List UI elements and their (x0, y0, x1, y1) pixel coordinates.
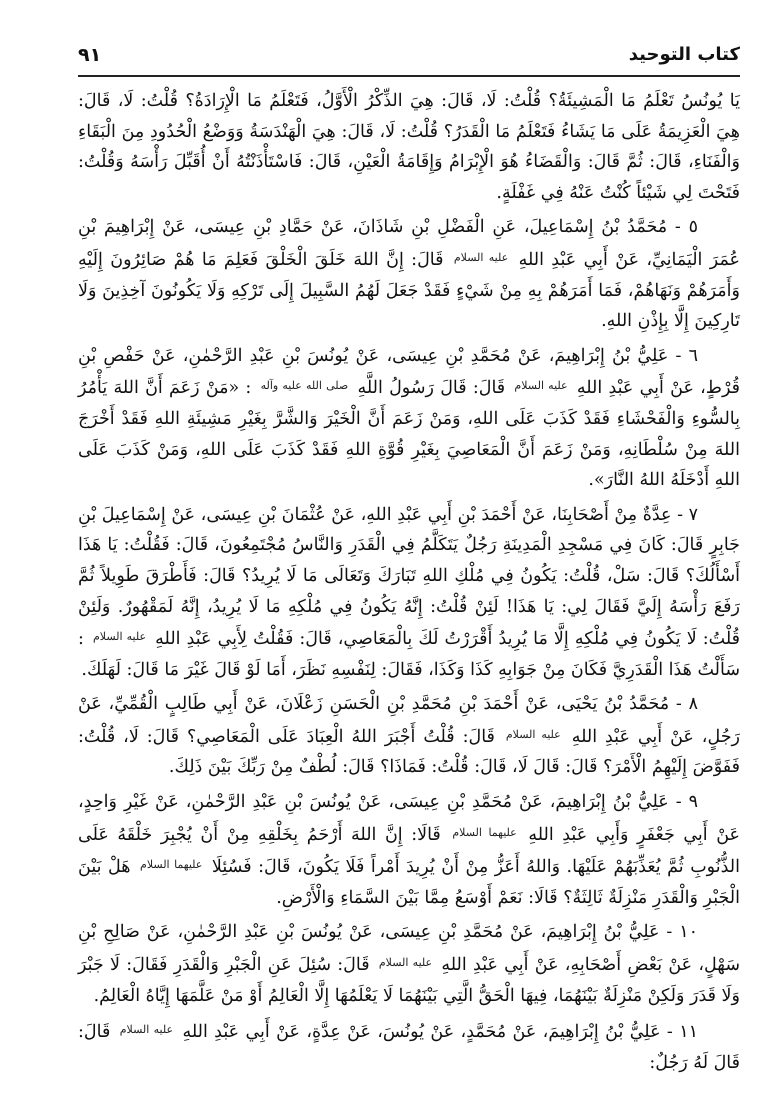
salutation-glyph: عليه السلام (93, 630, 147, 644)
salutation-glyph: عليه السلام (378, 956, 433, 970)
hadith-8 (78, 689, 740, 783)
paragraph-text: ١٠ - عَلِيُّ بْنُ إِبْرَاهِيمَ، عَنْ مُحَمَّدِ بْنِ عِيسَى، عَنْ يُونُسَ بْنِ عَبْدِ الرَّحْمٰنِ، عَنْ صَالِحِ بْنِ سَهْلٍ، عَنْ بَعْضِ أَصْحَابِهِ، عَنْ أَبِي عَبْدِ اللهِ (78, 922, 740, 976)
paragraph-text: قَالَ: قَالَ رَسُولُ اللَّهِ (357, 378, 506, 399)
hadith-6 (78, 341, 740, 496)
hadith-7 (78, 500, 740, 686)
page-number: ٩١ (78, 44, 102, 66)
salutation-glyph: صلى الله عليه وآله (260, 379, 349, 393)
header-rule (78, 75, 740, 77)
paragraph-continuation (78, 86, 740, 208)
hadith-5 (78, 212, 740, 336)
salutation-glyph: عليه السلام (514, 379, 568, 393)
hadith-10 (78, 917, 740, 1011)
hadith-9 (78, 787, 740, 913)
paragraph-text: قَالَ: قَالَ لَهُ رَجُلٌ: (78, 1022, 740, 1073)
paragraph-text: ٥ - مُحَمَّدُ بْنُ إِسْمَاعِيلَ، عَنِ الْفَضْلِ بْنِ شَاذَانَ، عَنْ حَمَّادِ بْنِ عِيسَى، عَنْ إِبْرَاهِيمَ بْنِ عُمَرَ الْيَمَانِيِّ، عَنْ أَبِي عَبْدِ اللهِ (78, 217, 740, 270)
paragraph-text: يَا يُونُسُ تَعْلَمُ مَا الْمَشِيئَةُ؟ قُلْتُ: لَا، قَالَ: هِيَ الذِّكْرُ الْأَوَّلُ، فَتَعْلَمُ مَا الْإِرَادَةُ؟ قُلْتُ: لَا، قَالَ: هِيَ الْعَزِيمَةُ عَلَى مَا يَشَاءُ فَتَعْلَمُ مَا الْقَدَرُ؟ قُلْتُ: لَا، قَالَ: هِيَ الْهَنْدَسَةُ وَوَضْعُ الْحُدُودِ مِنَ الْبَقَاءِ وَالْفَنَاءِ، قَالَ: ثُمَّ قَالَ: وَالْقَضَاءُ هُوَ الْإِبْرَامُ وَإِقَامَةُ الْعَيْنِ، قَالَ: فَاسْتَأْذَنْتُهُ أَنْ أُقَبِّلَ رَأْسَهُ وَقُلْتُ: فَتَحْتَ لِي شَيْئاً كُنْتُ عَنْهُ فِي غَفْلَةٍ. (78, 91, 740, 203)
paragraph-text: قَالَ: قُلْتُ أَجْبَرَ اللهُ الْعِبَادَ عَلَى الْمَعَاصِي؟ قَالَ: لَا، قُلْتُ: فَفَوَّضَ إِلَيْهِمُ الْأَمْرَ؟ قَالَ: قَالَ لَا، قَالَ: قُلْتُ: فَمَاذَا؟ قَالَ: لُطْفٌ مِنْ رَبِّكَ بَيْنَ ذَلِكَ. (78, 726, 740, 778)
salutation-glyph: عليهما السلام (140, 858, 203, 872)
paragraph-text: ٩ - عَلِيُّ بْنُ إِبْرَاهِيمَ، عَنْ مُحَمَّدِ بْنِ عِيسَى، عَنْ يُونُسَ بْنِ عَبْدِ الرَّحْمٰنِ، عَنْ غَيْرِ وَاحِدٍ، عَنْ أَبِي جَعْفَرٍ وَأَبِي عَبْدِ اللهِ (78, 792, 740, 845)
running-head (78, 40, 740, 72)
book-title: كتاب التوحيد (628, 44, 740, 65)
salutation-glyph: عليه السلام (453, 250, 509, 264)
paragraph-text: قَالَ: إِنَّ اللهَ خَلَقَ الْخَلْقَ فَعَلِمَ مَا هُمْ صَائِرُونَ إِلَيْهِ وَأَمَرَهُمْ وَنَهَاهُمْ، فَمَا أَمَرَهُمْ بِهِ مِنْ شَيْءٍ فَقَدْ جَعَلَ لَهُمُ السَّبِيلَ إِلَى تَرْكِهِ وَلَا يَكُونُونَ آخِذِينَ وَلَا تَارِكِينَ إِلَّا بِإِذْنِ اللهِ. (78, 249, 740, 332)
salutation-glyph: عليه السلام (119, 1023, 174, 1037)
paragraph-text: هَلْ بَيْنَ الْجَبْرِ وَالْقَدَرِ مَنْزِلَةٌ ثَالِثَةٌ؟ قَالَا: نَعَمْ أَوْسَعُ مِمَّا بَيْنَ السَّمَاءِ وَالْأَرْضِ. (78, 857, 740, 908)
paragraph-text: ٦ - عَلِيُّ بْنُ إِبْرَاهِيمَ، عَنْ مُحَمَّدِ بْنِ عِيسَى، عَنْ يُونُسَ بْنِ عَبْدِ الرَّحْمٰنِ، عَنْ حَفْصِ بْنِ قُرْطٍ، عَنْ أَبِي عَبْدِ اللهِ (78, 345, 740, 399)
salutation-glyph: عليهما السلام (452, 825, 517, 839)
body-text (78, 86, 740, 1082)
paragraph-text: ٧ - عِدَّةٌ مِنْ أَصْحَابِنَا، عَنْ أَحْمَدَ بْنِ أَبِي عَبْدِ اللهِ، عَنْ عُثْمَانَ بْنِ عِيسَى، عَنْ إِسْمَاعِيلَ بْنِ جَابِرٍ قَالَ: كَانَ فِي مَسْجِدِ الْمَدِينَةِ رَجُلٌ يَتَكَلَّمُ فِي الْقَدَرِ وَالنَّاسُ مُجْتَمِعُونَ، قَالَ: فَقُلْتُ: يَا هَذَا أَسْأَلُكَ؟ قَالَ: سَلْ، قُلْتُ: يَكُونُ فِي مُلْكِ اللهِ تَبَارَكَ وَتَعَالَى مَا لَا يُرِيدُ؟ قَالَ: فَأَطْرَقَ طَوِيلاً ثُمَّ رَفَعَ رَأْسَهُ إِلَيَّ فَقَالَ لِي: يَا هَذَا! لَئِنْ قُلْتُ: إِنَّهُ يَكُونُ فِي مُلْكِهِ مَا لَا يُرِيدُ، إِنَّهُ لَمَقْهُورٌ. وَلَئِنْ قُلْتُ: لَا يَكُونُ فِي مُلْكِهِ إِلَّا مَا يُرِيدُ أَقْرَرْتُ لَكَ بِالْمَعَاصِي، قَالَ: فَقُلْتُ لِأَبِي عَبْدِ اللهِ (78, 504, 740, 650)
hadith-11 (78, 1015, 740, 1078)
paragraph-text: قَالَا: إِنَّ اللهَ أَرْحَمُ بِخَلْقِهِ مِنْ أَنْ يُجْبِرَ خَلْقَهُ عَلَى الذُّنُوبِ ثُمَّ يُعَذِّبَهُمْ عَلَيْهَا. وَاللهُ أَعَزُّ مِنْ أَنْ يُرِيدَ أَمْراً فَلَا يَكُونَ، قَالَ: فَسُئِلَا (78, 824, 740, 878)
salutation-glyph: عليه السلام (505, 727, 561, 741)
paragraph-text: قَالَ: سُئِلَ عَنِ الْجَبْرِ وَالْقَدَرِ فَقَالَ: لَا جَبْرَ وَلَا قَدَرَ وَلَكِنْ مَنْزِلَةٌ بَيْنَهُمَا، فِيهَا الْحَقُّ الَّتِي بَيْنَهُمَا لَا يَعْلَمُهَا إِلَّا الْعَالِمُ أَوْ مَنْ عَلَّمَهَا إِيَّاهُ الْعَالِمُ. (78, 955, 740, 1006)
paragraph-text: ٨ - مُحَمَّدُ بْنُ يَحْيَى، عَنْ أَحْمَدَ بْنِ مُحَمَّدِ بْنِ الْحَسَنِ زَعْلَانَ، عَنْ أَبِي طَالِبٍ الْقُمِّيِّ، عَنْ رَجُلٍ، عَنْ أَبِي عَبْدِ اللهِ (78, 694, 740, 747)
paragraph-text: : سَأَلْتُ هَذَا الْقَدَرِيَّ فَكَانَ مِنْ جَوَابِهِ كَذَا وَكَذَا، فَقَالَ: لِنَفْسِهِ نَظَرَ، أَمَا لَوْ قَالَ غَيْرَ مَا قَالَ: لَهَلَكَ. (78, 629, 740, 680)
paragraph-text: : «مَنْ زَعَمَ أَنَّ اللهَ يَأْمُرُ بِالسُّوءِ وَالْفَحْشَاءِ فَقَدْ كَذَبَ عَلَى اللهِ، وَمَنْ زَعَمَ أَنَّ الْخَيْرَ وَالشَّرَّ بِغَيْرِ مَشِيئَةِ اللهِ فَقَدْ أَخْرَجَ اللهَ مِنْ سُلْطَانِهِ، وَمَنْ زَعَمَ أَنَّ الْمَعَاصِيَ بِغَيْرِ قُوَّةِ اللهِ فَقَدْ كَذَبَ عَلَى اللهِ، وَمَنْ كَذَبَ عَلَى اللهِ أَدْخَلَهُ اللهُ النَّارَ». (78, 378, 740, 491)
paragraph-text: ١١ - عَلِيُّ بْنُ إِبْرَاهِيمَ، عَنْ مُحَمَّدٍ، عَنْ يُونُسَ، عَنْ عِدَّةٍ، عَنْ أَبِي عَبْدِ اللهِ (182, 1022, 698, 1043)
